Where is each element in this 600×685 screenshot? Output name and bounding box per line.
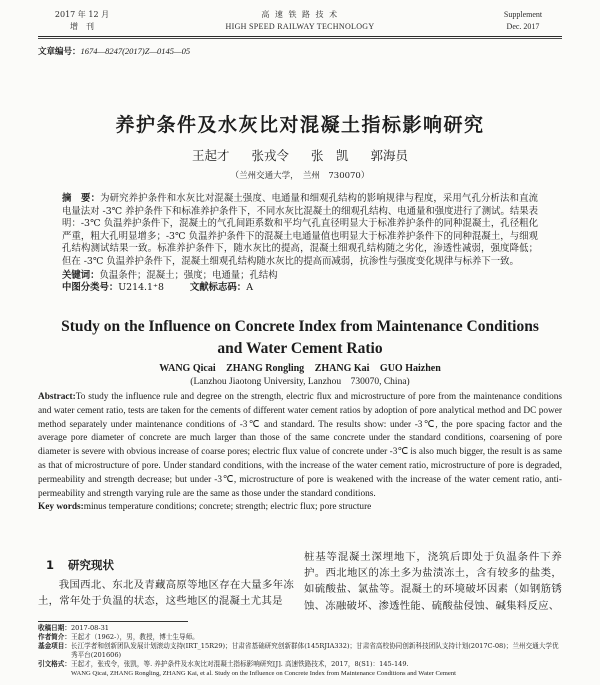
clc-value: U214.1⁺8 (118, 282, 164, 294)
footnotes (38, 624, 562, 679)
author-cn: 王起才 (191, 148, 230, 163)
header-issue-en (486, 9, 560, 33)
affiliation-en: (Lanzhou Jiaotong University, Lanzhou 730070, China) (190, 377, 410, 387)
doc-code-label: 文献标志码： (189, 282, 247, 294)
header-date: 2017 年 12 月 (54, 10, 110, 19)
authors-en (0, 362, 600, 375)
header-issue-date (50, 9, 114, 33)
header-supplement-cn: 增 刊 (70, 22, 94, 31)
body-column-left (38, 577, 294, 609)
keywords-cn-text: 负温条件；混凝土；强度；电通量；孔结构 (99, 269, 278, 281)
keywords-en-text: minus temperature conditions; concrete; strength; electric flux; pore structure (83, 502, 372, 513)
abstract-en-block (38, 391, 562, 515)
keywords-cn (62, 270, 538, 283)
author-cn: 郭海员 (370, 148, 408, 163)
title-en-line: Study on the Influence on Concrete Index from Maintenance Conditions (61, 318, 539, 335)
bio-value: 王起才（1962-），男，教授，博士生导师。 (70, 633, 199, 642)
abstract-en-text: To study the influence rule and degree on the strength, electric flux and microstructure of pore from the maintenance conditions and water cement ratio, tests are taken for the cements of different water cement ratios by adoption of pore analytical method and DC power method separately under maintenance conditions of -3℃ and standard. The results show: under -3℃, the pore spacing factor and the average pore diameter of concrete are much larger than those of the same concrete under the standard conditions, coarsening of pore diameter is severe with obvious increase of coarse pores; electric flux value of concrete under -3℃ is also much bigger, the result is as same as that of microstructure of pore. Under standard conditions, with the increase of the water cement ratio, microstructure of pore is degraded, permeability and strength decrease; but under -3℃, microstructure of pore is weakened with the increase of the water cement ratio, anti-permeability and strength varying rule are the same as those under the standard conditions. (38, 392, 562, 499)
authors-cn (0, 147, 600, 165)
funding-value: 长江学者和创新团队发展计划滚动支持(IRT_15R29)；甘肃省基础研究创新群体(145RJIA332)；甘肃省高校协同创新科技团队支持计划(2017C-08)；兰州交通大学优秀平台(201606) (70, 642, 559, 660)
author-en: ZHANG Rongling (226, 363, 305, 374)
article-number-value: 1674—8247(2017)Z—0145—05 (80, 46, 191, 56)
journal-name-en: HIGH SPEED RAILWAY TECHNOLOGY (225, 22, 375, 31)
header-supplement-en: Supplement (503, 10, 543, 19)
abstract-cn (62, 193, 538, 269)
citation-label: 引文格式： (38, 660, 71, 669)
title-en (0, 316, 600, 360)
footnote-citation (38, 660, 562, 669)
keywords-en-label: Key words: (38, 502, 84, 513)
abstract-cn-block (62, 193, 538, 295)
clc-label: 中图分类号： (62, 282, 119, 294)
funding-label: 基金项目： (38, 642, 71, 651)
citation-cn: 王起才，张戎令，张凯，等. 养护条件及水灰比对混凝土指标影响研究[J]. 高速铁路技术，2017，8(S1)：145-149. (70, 660, 409, 669)
footnote-funding (38, 642, 562, 660)
title-en-line: and Water Cement Ratio (217, 340, 383, 357)
keywords-cn-label: 关键词： (62, 269, 100, 281)
bio-label: 作者简介： (38, 633, 71, 642)
footnote-author-bio (38, 633, 562, 642)
author-cn: 张戎令 (251, 148, 289, 163)
doc-code-value: A (246, 282, 253, 294)
article-number-label: 文章编号： (38, 47, 81, 57)
abstract-cn-text: 为研究养护条件和水灰比对混凝土强度、电通量和细观孔结构的影响规律与程度，采用气孔分析法和直流电量法对 -3℃ 养护条件下和标准养护条件下，不同水灰比混凝土的细观孔结构、电通量和强度进行了测试。结果表明：-3℃ 负温养护条件下，混凝土的气孔间距系数和平均气孔直径明显大于标准养护条件的同种混凝土，孔径粗化严重，粗大孔明显增多；-3℃ 负温养护条件下的混凝土电通量值也明显大于标准养护条件下的同种混凝土，与细观孔结构测试结果一致。标准养护条件下，随水灰比的提高，混凝土细观孔结构随之劣化，渗透性减弱，强度降低；但在 -3℃ 负温养护条件下，混凝土细观孔结构随水灰比的提高而减弱，抗渗性与强度变化规律与标养下一致。 (62, 193, 538, 267)
author-en: ZHANG Kai (314, 363, 370, 374)
footnote-rule (38, 621, 188, 622)
classification (62, 282, 538, 295)
affiliation-cn: （兰州交通大学， 兰州 730070） (230, 171, 370, 181)
body-paragraph: 我国西北、东北及青藏高原等地区存在大量多年冻土，常年处于负温的状态，这些地区的混凝土尤其是 (38, 579, 294, 608)
received-label: 收稿日期： (38, 624, 71, 632)
footnote-citation-en: WANG Qicai, ZHANG Rongling, ZHANG Kai, et al. Study on the Influence on Concrete Index from Maintenance Conditions and Water Cement (71, 670, 456, 678)
footnote-received (38, 624, 562, 633)
section-title: 研究现状 (68, 558, 115, 572)
section-number: 1 (46, 558, 55, 572)
received-value: 2017-08-31 (70, 624, 109, 632)
journal-name-cn: 高 速 铁 路 技 术 (261, 10, 339, 19)
header-rule (38, 36, 562, 39)
abstract-en-label: Abstract: (38, 392, 76, 402)
header-date-en: Dec. 2017 (506, 22, 540, 31)
header-journal-name (150, 9, 450, 33)
author-en: WANG Qicai (159, 363, 216, 374)
abstract-cn-label: 摘 要： (62, 193, 101, 204)
article-number (38, 45, 190, 58)
abstract-en (38, 391, 562, 501)
author-en: GUO Haizhen (379, 363, 441, 374)
body-paragraph: 桩基等混凝土深埋地下，浇筑后即处于负温条件下养护。西北地区的冻土多为盐渍冻土，含有较多的盐类，如硫酸盐、氯盐等。混凝土的环境破坏因素（如钢筋锈蚀、冻融破坏、渗透性能、硫酸盐侵蚀、碱集料反应、 (304, 551, 562, 612)
keywords-en (38, 501, 562, 515)
body-column-right (304, 549, 562, 614)
title-cn: 养护条件及水灰比对混凝土指标影响研究 (115, 114, 485, 136)
section-heading (46, 557, 114, 573)
author-cn: 张 凯 (310, 148, 349, 163)
